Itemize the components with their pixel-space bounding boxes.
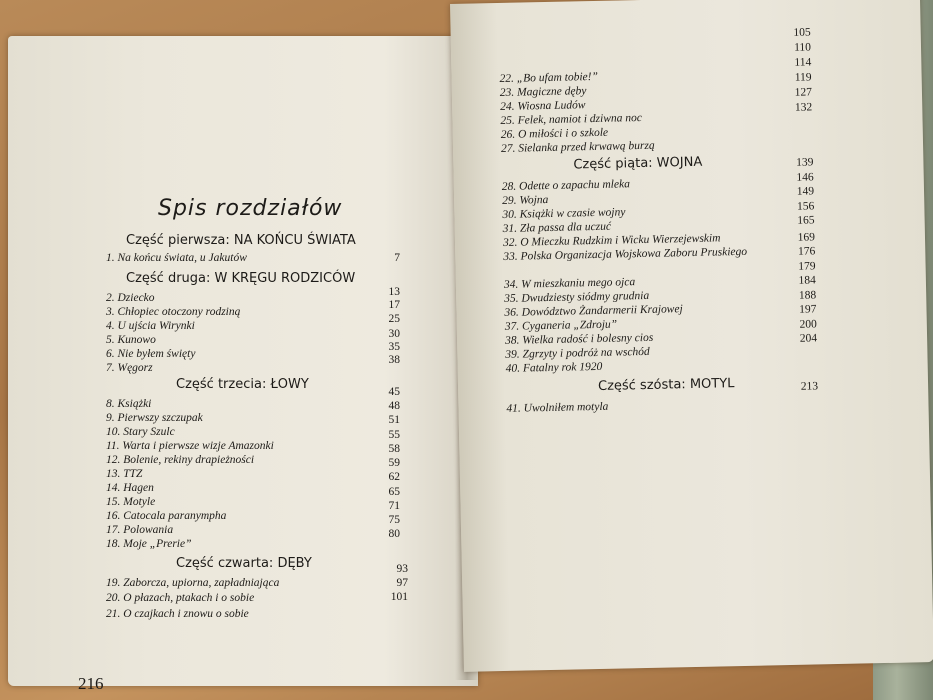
toc-entry: 8. Książki: [106, 398, 152, 410]
toc-entry: 6. Nie byłem święty: [106, 348, 196, 360]
toc-page-number: 176: [797, 245, 816, 258]
toc-page-number: 13: [388, 286, 400, 298]
toc-entry: 3. Chłopiec otoczony rodziną: [106, 306, 241, 318]
toc-entry: 15. Motyle: [106, 496, 156, 508]
toc-entry: 32. O Mieczku Rudzkim i Wicku Wierzejewskim: [502, 232, 721, 249]
toc-entry: 33. Polska Organizacja Wojskowa Zaboru Pruskiego: [503, 245, 748, 263]
toc-entry: 16. Catocala paranympha: [106, 510, 227, 522]
toc-entry: 31. Zła passa dla uczuć: [502, 220, 612, 235]
toc-page-number: 127: [794, 86, 813, 99]
toc-entry: 39. Zgrzyty i podróż na wschód: [505, 345, 650, 361]
toc-page-number: 213: [800, 380, 819, 393]
toc-entry: 40. Fatalny rok 1920: [505, 360, 603, 375]
toc-page-number: 105: [793, 26, 811, 39]
part-heading: Część trzecia: ŁOWY: [176, 377, 309, 392]
toc-entry: 7. Węgorz: [106, 362, 153, 374]
toc-page-number: 132: [794, 101, 813, 114]
toc-entry: 29. Wojna: [502, 193, 549, 207]
toc-page-number: 45: [388, 386, 400, 398]
toc-entry: 27. Sielanka przed krwawą burzą: [500, 139, 655, 155]
toc-page-number: 179: [798, 260, 816, 273]
toc-page-number: 17: [388, 299, 400, 311]
toc-page-number: 55: [388, 429, 400, 441]
toc-page-number: 200: [799, 318, 817, 331]
toc-page-number: 204: [799, 332, 818, 345]
toc-entry: 24. Wiosna Ludów: [500, 99, 586, 113]
toc-page-number: 71: [388, 500, 400, 512]
left-page: [8, 36, 478, 693]
toc-page-number: 75: [388, 514, 400, 526]
toc-page-number: 80: [388, 528, 400, 540]
toc-entry: 12. Bolenie, rekiny drapieżności: [106, 454, 255, 466]
toc-page-number: 110: [794, 41, 812, 54]
toc-page-number: 119: [794, 71, 812, 84]
toc-page-number: 156: [796, 200, 815, 213]
toc-page-number: 51: [388, 414, 400, 426]
toc-page-number: 169: [797, 231, 816, 244]
toc-page-number: 59: [388, 457, 400, 469]
toc-entry: 34. W mieszkaniu mego ojca: [503, 276, 636, 291]
toc-entry: 21. O czajkach i znowu o sobie: [106, 608, 249, 620]
toc-page-number: 48: [388, 400, 400, 412]
toc-entry: 13. TTZ: [106, 468, 143, 480]
toc-page-number: 139: [796, 156, 814, 169]
toc-entry: 37. Cyganeria „Zdroju”: [504, 318, 618, 333]
toc-entry: 19. Zaborcza, upiorna, zapładniająca: [106, 577, 280, 589]
toc-entry: 41. Uwolniłem motyla: [506, 400, 609, 415]
toc-entry: 22. „Bo ufam tobie!”: [499, 70, 599, 85]
toc-page-number: 62: [388, 471, 400, 483]
toc-entry: 18. Moje „Prerie”: [106, 538, 192, 550]
toc-page-number: 30: [388, 328, 400, 340]
toc-page-number: 146: [796, 171, 814, 184]
toc-page-number: 65: [388, 486, 400, 498]
part-heading: Część szósta: MOTYL: [597, 376, 735, 394]
part-heading: Część czwarta: DĘBY: [176, 556, 312, 571]
toc-entry: 14. Hagen: [106, 482, 154, 494]
toc-entry: 36. Dowództwo Żandarmerii Krajowej: [504, 303, 683, 319]
toc-entry: 9. Pierwszy szczupak: [106, 412, 203, 424]
toc-page-number: 149: [796, 185, 815, 198]
toc-entry: 2. Dziecko: [106, 292, 155, 304]
page-title: Spis rozdziałów: [158, 196, 343, 221]
toc-entry: 26. O miłości i o szkole: [500, 126, 609, 141]
toc-page-number: 188: [798, 289, 817, 302]
toc-entry: 17. Polowania: [106, 524, 174, 536]
toc-page-number: 93: [396, 563, 408, 575]
part-heading: Część pierwsza: NA KOŃCU ŚWIATA: [126, 233, 356, 248]
right-page: [450, 0, 933, 672]
toc-entry: 35. Dwudziesty siódmy grudnia: [504, 289, 650, 305]
toc-entry: 10. Stary Szulc: [106, 426, 175, 438]
part-heading: Część druga: W KRĘGU RODZICÓW: [126, 271, 356, 286]
toc-page-number: 25: [388, 313, 400, 325]
toc-entry: 11. Warta i pierwsze wizje Amazonki: [106, 440, 274, 452]
toc-page-number: 101: [390, 591, 408, 603]
toc-entry: 23. Magiczne dęby: [499, 85, 587, 99]
toc-page-number: 38: [388, 354, 400, 366]
toc-page-number: 184: [798, 274, 816, 287]
toc-page-number: 114: [794, 56, 812, 69]
toc-page-number: 97: [396, 577, 408, 589]
toc-page-number: 165: [797, 214, 815, 227]
toc-entry: 4. U ujścia Wirynki: [106, 320, 195, 332]
toc-entry: 25. Felek, namiot i dziwna noc: [500, 112, 643, 127]
toc-page-number: 58: [388, 443, 400, 455]
toc-entry: 38. Wielka radość i bolesny cios: [504, 331, 654, 347]
page-number: 216: [78, 674, 104, 693]
toc-entry: 28. Odette o zapachu mleka: [501, 178, 631, 193]
toc-page-number: 197: [799, 303, 817, 316]
part-heading: Część piąta: WOJNA: [573, 154, 703, 173]
toc-entry: 30. Książki w czasie wojny: [502, 206, 626, 221]
toc-page-number: 7: [394, 252, 400, 264]
toc-page-number: 35: [388, 341, 400, 353]
toc-entry: 5. Kunowo: [106, 334, 156, 346]
toc-entry: 20. O płazach, ptakach i o sobie: [106, 592, 255, 604]
toc-entry: 1. Na końcu świata, u Jakutów: [106, 252, 247, 264]
